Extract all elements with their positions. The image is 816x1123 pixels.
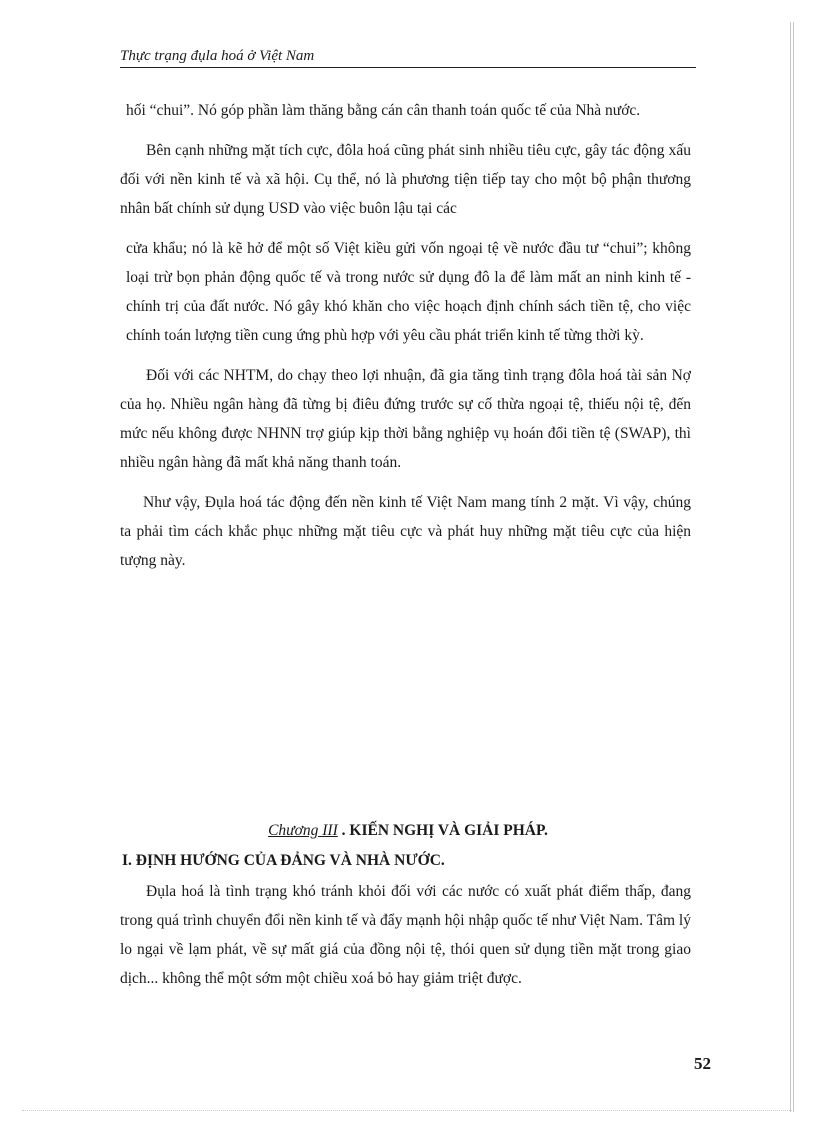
paragraph: hối “chui”. Nó góp phần làm thăng bằng cán cân thanh toán quốc tế của Nhà nước.	[126, 102, 641, 119]
chapter-title	[120, 820, 696, 842]
page-border-right	[784, 22, 794, 1112]
running-header: Thực trạng đụla hoá ở Việt Nam	[120, 48, 696, 68]
paragraph: Bên cạnh những mặt tích cực, đôla hoá cũng phát sinh nhiều tiêu cực, gây tác động xấu đối với nền kinh tế và xã hội. Cụ thể, nó là phương tiện tiếp tay cho một bộ phận thương nhân bất chính sử dụng USD vào việc buôn lậu tại các	[120, 142, 691, 217]
section-heading: I. ĐỊNH HƯỚNG CỦA ĐẢNG VÀ NHÀ NƯỚC.	[122, 852, 445, 869]
paragraph: Như vậy, Đụla hoá tác động đến nền kinh tế Việt Nam mang tính 2 mặt. Vì vậy, chúng ta phải tìm cách khắc phục những mặt tiêu cực và phát huy những mặt tiêu cực của hiện tượng này.	[120, 494, 691, 569]
paragraph: cửa khẩu; nó là kẽ hở để một số Việt kiều gửi vốn ngoại tệ về nước đầu tư “chui”; không loại trừ bọn phản động quốc tế và trong nước sử dụng đô la để làm mất an ninh kinh tế - chính trị của đất nước. Nó gây khó khăn cho việc hoạch định chính sách tiền tệ, cho việc chính toán lượng tiền cung ứng phù hợp với yêu cầu phát triển kinh tế từng thời kỳ.	[126, 240, 691, 344]
chapter-heading: . KIẾN NGHỊ VÀ GIẢI PHÁP.	[341, 822, 548, 839]
paragraph: Đụla hoá là tình trạng khó tránh khỏi đối với các nước có xuất phát điểm thấp, đang trong quá trình chuyển đổi nền kinh tế và đẩy mạnh hội nhập quốc tế như Việt Nam. Tâm lý lo ngại về lạm phát, về sự mất giá của đồng nội tệ, thói quen sử dụng tiền mặt trong giao dịch... không thể một sớm một chiều xoá bỏ hay giảm triệt được.	[120, 883, 691, 987]
body-text-bottom	[120, 877, 691, 993]
page-border-bottom	[22, 1110, 794, 1111]
page-number: 52	[694, 1054, 711, 1073]
body-text-top	[120, 96, 691, 575]
chapter-label: Chương III	[268, 822, 338, 839]
paragraph: Đối với các NHTM, do chạy theo lợi nhuận, đã gia tăng tình trạng đôla hoá tài sản Nợ của họ. Nhiều ngân hàng đã từng bị điêu đứng trước sự cố thừa ngoại tệ, thiếu nội tệ, đến mức nếu không được NHNN trợ giúp kịp thời bằng nghiệp vụ hoán đổi tiền tệ (SWAP), thì nhiều ngân hàng đã mất khả năng thanh toán.	[120, 367, 691, 471]
